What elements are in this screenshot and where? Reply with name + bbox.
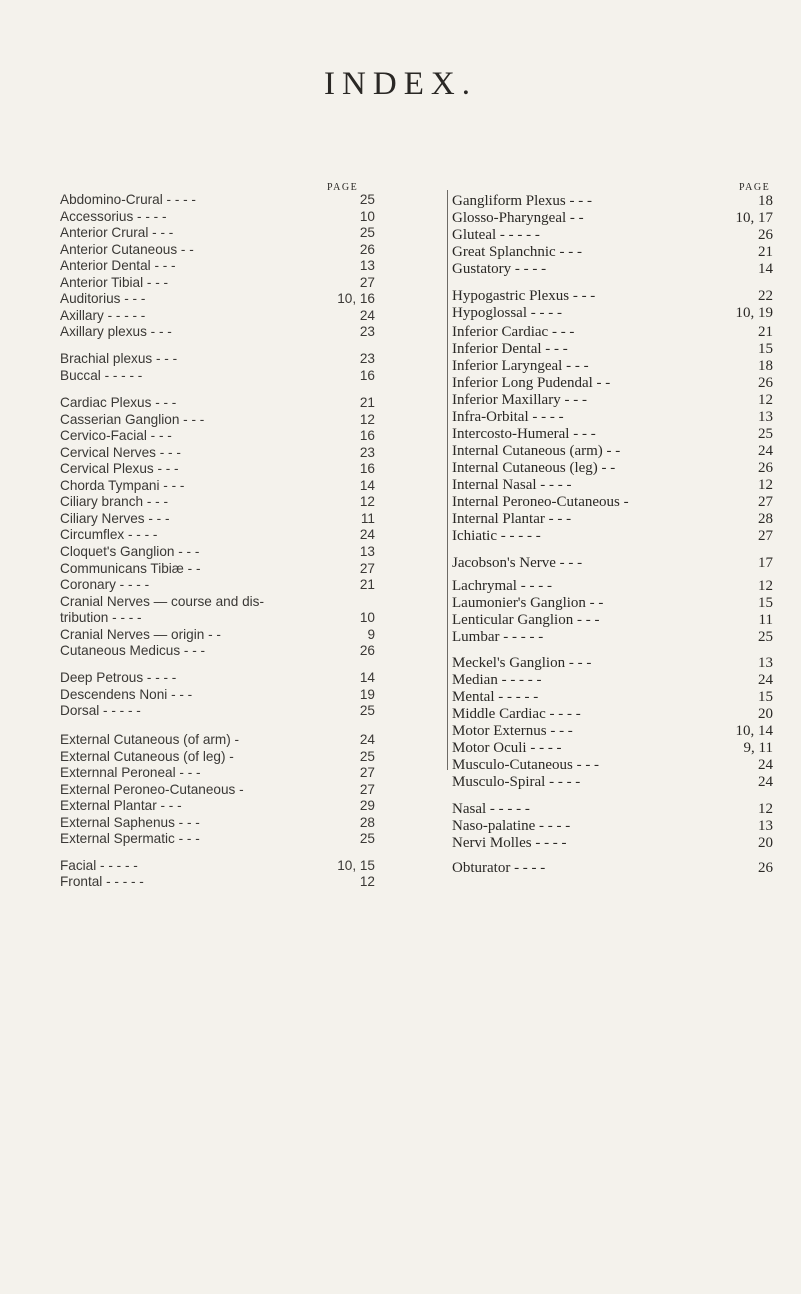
entry-page-number: 25 xyxy=(359,703,375,718)
entry-name: Median - - - - - xyxy=(452,672,542,688)
entry-page-number: 12 xyxy=(359,494,375,509)
entry-page-number: 27 xyxy=(359,275,375,290)
left-entry xyxy=(60,258,375,274)
left-entry xyxy=(60,544,375,560)
left-entry xyxy=(60,511,375,527)
right-entry xyxy=(452,818,773,834)
entry-page-number: 13 xyxy=(758,818,773,834)
entry-name: Inferior Long Pudendal - - xyxy=(452,375,611,391)
entry-name: Axillary plexus - - - xyxy=(60,324,172,339)
entry-name: Ciliary branch - - - xyxy=(60,494,169,509)
right-entry xyxy=(452,689,773,705)
entry-page-number: 10, 19 xyxy=(735,305,773,321)
left-entry xyxy=(60,324,375,340)
entry-page-number: 10, 14 xyxy=(735,723,773,739)
entry-page-number: 24 xyxy=(758,672,773,688)
entry-page-number: 17 xyxy=(758,555,773,571)
left-entry xyxy=(60,831,375,847)
right-entry xyxy=(452,835,773,851)
entry-page-number: 20 xyxy=(758,835,773,851)
left-entry xyxy=(60,703,375,719)
entry-name: Obturator - - - - xyxy=(452,860,546,876)
entry-page-number: 9, 11 xyxy=(743,740,773,756)
left-entry xyxy=(60,351,375,367)
entry-page-number: 21 xyxy=(758,324,773,340)
right-entry xyxy=(452,555,773,571)
right-entry xyxy=(452,578,773,594)
entry-name: Meckel's Ganglion - - - xyxy=(452,655,592,671)
entry-name: Jacobson's Nerve - - - xyxy=(452,555,583,571)
entry-page-number: 14 xyxy=(758,261,773,277)
entry-name: Auditorius - - - xyxy=(60,291,146,306)
entry-name: Dorsal - - - - - xyxy=(60,703,141,718)
entry-name: Internal Nasal - - - - xyxy=(452,477,572,493)
right-entry xyxy=(452,443,773,459)
entry-name: Cervical Nerves - - - xyxy=(60,445,181,460)
right-entry xyxy=(452,774,773,790)
entry-page-number: 13 xyxy=(758,655,773,671)
entry-name: Ichiatic - - - - - xyxy=(452,528,541,544)
entry-page-number: 16 xyxy=(359,428,375,443)
entry-name: Cloquet's Ganglion - - - xyxy=(60,544,200,559)
entry-page-number: 18 xyxy=(758,193,773,209)
entry-page-number: 23 xyxy=(359,445,375,460)
entry-page-number: 16 xyxy=(359,461,375,476)
entry-page-number: 10 xyxy=(359,610,375,625)
left-entry xyxy=(60,192,375,208)
entry-page-number: 21 xyxy=(359,395,375,410)
right-entry xyxy=(452,261,773,277)
left-entry xyxy=(60,815,375,831)
entry-page-number: 24 xyxy=(359,308,375,323)
right-entry xyxy=(452,288,773,304)
entry-page-number: 20 xyxy=(758,706,773,722)
right-entry xyxy=(452,324,773,340)
entry-page-number: 26 xyxy=(758,375,773,391)
left-entry xyxy=(60,670,375,686)
entry-page-number: 21 xyxy=(359,577,375,592)
right-entry xyxy=(452,511,773,527)
entry-name: Great Splanchnic - - - xyxy=(452,244,582,260)
entry-name: Internal Cutaneous (arm) - - xyxy=(452,443,621,459)
left-entry xyxy=(60,242,375,258)
entry-page-number: 27 xyxy=(758,528,773,544)
entry-name: Anterior Tibial - - - xyxy=(60,275,169,290)
entry-name: Anterior Dental - - - xyxy=(60,258,176,273)
left-entry xyxy=(60,577,375,593)
entry-name: Hypoglossal - - - - xyxy=(452,305,562,321)
entry-page-number: 26 xyxy=(359,242,375,257)
entry-page-number: 23 xyxy=(359,324,375,339)
right-entry xyxy=(452,244,773,260)
right-entry xyxy=(452,595,773,611)
right-entry xyxy=(452,392,773,408)
entry-name: Abdomino-Crural - - - - xyxy=(60,192,196,207)
right-entry xyxy=(452,629,773,645)
entry-page-number: 14 xyxy=(359,670,375,685)
entry-page-number: 28 xyxy=(758,511,773,527)
entry-name: Intercosto-Humeral - - - xyxy=(452,426,596,442)
entry-name: External Peroneo-Cutaneous - xyxy=(60,782,244,797)
entry-page-number: 27 xyxy=(359,765,375,780)
entry-name: Internal Cutaneous (leg) - - xyxy=(452,460,616,476)
entry-page-number: 25 xyxy=(359,225,375,240)
entry-name: Glosso-Pharyngeal - - xyxy=(452,210,584,226)
entry-page-number: 13 xyxy=(359,258,375,273)
left-entry xyxy=(60,732,375,748)
entry-name: External Spermatic - - - xyxy=(60,831,200,846)
left-entry xyxy=(60,610,375,626)
entry-name: Casserian Ganglion - - - xyxy=(60,412,205,427)
entry-page-number: 11 xyxy=(360,511,375,526)
entry-name: Musculo-Spiral - - - - xyxy=(452,774,581,790)
left-entry xyxy=(60,561,375,577)
entry-page-number: 12 xyxy=(359,412,375,427)
right-entry xyxy=(452,341,773,357)
entry-name: Axillary - - - - - xyxy=(60,308,146,323)
entry-name: Motor Oculi - - - - xyxy=(452,740,562,756)
entry-name: Cranial Nerves — course and dis- xyxy=(60,594,264,609)
entry-page-number: 21 xyxy=(758,244,773,260)
entry-page-number: 12 xyxy=(359,874,375,889)
left-page-header: PAGE xyxy=(327,182,359,193)
left-entry xyxy=(60,445,375,461)
entry-page-number: 12 xyxy=(758,578,773,594)
entry-page-number: 23 xyxy=(359,351,375,366)
entry-name: Deep Petrous - - - - xyxy=(60,670,177,685)
entry-page-number: 9 xyxy=(367,627,375,642)
left-entry xyxy=(60,428,375,444)
left-entry xyxy=(60,782,375,798)
entry-page-number: 25 xyxy=(359,192,375,207)
entry-page-number: 12 xyxy=(758,477,773,493)
left-entry xyxy=(60,368,375,384)
left-entry xyxy=(60,643,375,659)
entry-page-number: 10 xyxy=(359,209,375,224)
entry-name: External Saphenus - - - xyxy=(60,815,200,830)
entry-name: External Cutaneous (of leg) - xyxy=(60,749,234,764)
right-entry xyxy=(452,723,773,739)
entry-name: Infra-Orbital - - - - xyxy=(452,409,564,425)
entry-name: Anterior Crural - - - xyxy=(60,225,174,240)
entry-name: Buccal - - - - - xyxy=(60,368,143,383)
left-entry xyxy=(60,209,375,225)
right-entry xyxy=(452,672,773,688)
entry-name: Inferior Dental - - - xyxy=(452,341,568,357)
entry-name: Mental - - - - - xyxy=(452,689,539,705)
left-entry xyxy=(60,798,375,814)
right-entry xyxy=(452,757,773,773)
left-entry xyxy=(60,765,375,781)
entry-name: Hypogastric Plexus - - - xyxy=(452,288,596,304)
left-entry xyxy=(60,308,375,324)
left-entry xyxy=(60,395,375,411)
entry-page-number: 15 xyxy=(758,689,773,705)
entry-page-number: 10, 15 xyxy=(337,858,375,873)
right-entry xyxy=(452,655,773,671)
entry-name: Nervi Molles - - - - xyxy=(452,835,567,851)
entry-name: Accessorius - - - - xyxy=(60,209,167,224)
entry-page-number: 16 xyxy=(359,368,375,383)
entry-page-number: 14 xyxy=(359,478,375,493)
entry-name: Inferior Maxillary - - - xyxy=(452,392,587,408)
right-entry xyxy=(452,801,773,817)
entry-name: Anterior Cutaneous - - xyxy=(60,242,194,257)
right-entry xyxy=(452,612,773,628)
entry-name: External Cutaneous (of arm) - xyxy=(60,732,240,747)
left-entry xyxy=(60,412,375,428)
entry-name: Internal Plantar - - - xyxy=(452,511,572,527)
entry-page-number: 24 xyxy=(758,757,773,773)
left-entry xyxy=(60,461,375,477)
left-entry xyxy=(60,494,375,510)
entry-page-number: 26 xyxy=(359,643,375,658)
entry-page-number: 26 xyxy=(758,460,773,476)
page-title: INDEX. xyxy=(324,66,477,102)
entry-page-number: 25 xyxy=(758,629,773,645)
entry-name: Naso-palatine - - - - xyxy=(452,818,571,834)
right-entry xyxy=(452,426,773,442)
right-entry xyxy=(452,528,773,544)
entry-page-number: 25 xyxy=(359,831,375,846)
left-entry xyxy=(60,594,375,610)
right-entry xyxy=(452,358,773,374)
entry-page-number: 25 xyxy=(758,426,773,442)
entry-name: Circumflex - - - - xyxy=(60,527,158,542)
entry-page-number: 15 xyxy=(758,341,773,357)
entry-page-number: 19 xyxy=(359,687,375,702)
right-page-header: PAGE xyxy=(739,182,771,193)
entry-page-number: 28 xyxy=(359,815,375,830)
entry-name: Gustatory - - - - xyxy=(452,261,547,277)
column-divider xyxy=(447,190,448,770)
entry-name: Musculo-Cutaneous - - - xyxy=(452,757,600,773)
entry-page-number: 24 xyxy=(359,527,375,542)
left-entry xyxy=(60,874,375,890)
entry-name: Brachial plexus - - - xyxy=(60,351,178,366)
entry-page-number: 29 xyxy=(359,798,375,813)
left-entry xyxy=(60,749,375,765)
entry-name: Externnal Peroneal - - - xyxy=(60,765,201,780)
entry-page-number: 26 xyxy=(758,227,773,243)
entry-page-number: 22 xyxy=(758,288,773,304)
left-entry xyxy=(60,478,375,494)
entry-page-number: 24 xyxy=(359,732,375,747)
entry-name: Laumonier's Ganglion - - xyxy=(452,595,604,611)
entry-name: Motor Externus - - - xyxy=(452,723,573,739)
right-entry xyxy=(452,227,773,243)
entry-name: Nasal - - - - - xyxy=(452,801,530,817)
entry-name: Descendens Noni - - - xyxy=(60,687,193,702)
entry-name: Inferior Laryngeal - - - xyxy=(452,358,589,374)
entry-name: Lachrymal - - - - xyxy=(452,578,552,594)
entry-name: Lumbar - - - - - xyxy=(452,629,544,645)
entry-page-number: 25 xyxy=(359,749,375,764)
entry-name: Lenticular Ganglion - - - xyxy=(452,612,600,628)
entry-name: Chorda Tympani - - - xyxy=(60,478,185,493)
entry-page-number: 13 xyxy=(359,544,375,559)
entry-page-number: 24 xyxy=(758,774,773,790)
entry-page-number: 12 xyxy=(758,392,773,408)
left-entry xyxy=(60,291,375,307)
entry-name: Inferior Cardiac - - - xyxy=(452,324,575,340)
entry-page-number: 11 xyxy=(758,612,773,628)
right-entry xyxy=(452,706,773,722)
entry-name: Cervical Plexus - - - xyxy=(60,461,179,476)
entry-page-number: 27 xyxy=(359,561,375,576)
entry-page-number: 26 xyxy=(758,860,773,876)
entry-name: Cervico-Facial - - - xyxy=(60,428,172,443)
right-entry xyxy=(452,375,773,391)
entry-name: Internal Peroneo-Cutaneous - xyxy=(452,494,629,510)
entry-page-number: 18 xyxy=(758,358,773,374)
entry-page-number: 13 xyxy=(758,409,773,425)
entry-name: Frontal - - - - - xyxy=(60,874,144,889)
left-entry xyxy=(60,687,375,703)
entry-name: Facial - - - - - xyxy=(60,858,138,873)
entry-name: Communicans Tibiæ - - xyxy=(60,561,201,576)
entry-name: Coronary - - - - xyxy=(60,577,150,592)
entry-name: Gluteal - - - - - xyxy=(452,227,540,243)
left-entry xyxy=(60,527,375,543)
entry-page-number: 10, 16 xyxy=(337,291,375,306)
entry-name: Middle Cardiac - - - - xyxy=(452,706,581,722)
right-entry xyxy=(452,460,773,476)
entry-page-number: 27 xyxy=(758,494,773,510)
entry-page-number: 15 xyxy=(758,595,773,611)
entry-page-number: 12 xyxy=(758,801,773,817)
entry-name: External Plantar - - - xyxy=(60,798,182,813)
entry-page-number: 27 xyxy=(359,782,375,797)
entry-name: Cranial Nerves — origin - - xyxy=(60,627,221,642)
right-entry xyxy=(452,193,773,209)
right-entry xyxy=(452,860,773,876)
entry-name: Gangliform Plexus - - - xyxy=(452,193,592,209)
right-entry xyxy=(452,409,773,425)
entry-name: Cardiac Plexus - - - xyxy=(60,395,177,410)
left-entry xyxy=(60,858,375,874)
right-entry xyxy=(452,740,773,756)
right-entry xyxy=(452,477,773,493)
right-entry xyxy=(452,305,773,321)
left-entry xyxy=(60,275,375,291)
right-entry xyxy=(452,210,773,226)
entry-name: tribution - - - - xyxy=(60,610,142,625)
left-entry xyxy=(60,225,375,241)
entry-name: Cutaneous Medicus - - - xyxy=(60,643,206,658)
left-entry xyxy=(60,627,375,643)
entry-name: Ciliary Nerves - - - xyxy=(60,511,170,526)
entry-page-number: 24 xyxy=(758,443,773,459)
entry-page-number: 10, 17 xyxy=(735,210,773,226)
right-entry xyxy=(452,494,773,510)
